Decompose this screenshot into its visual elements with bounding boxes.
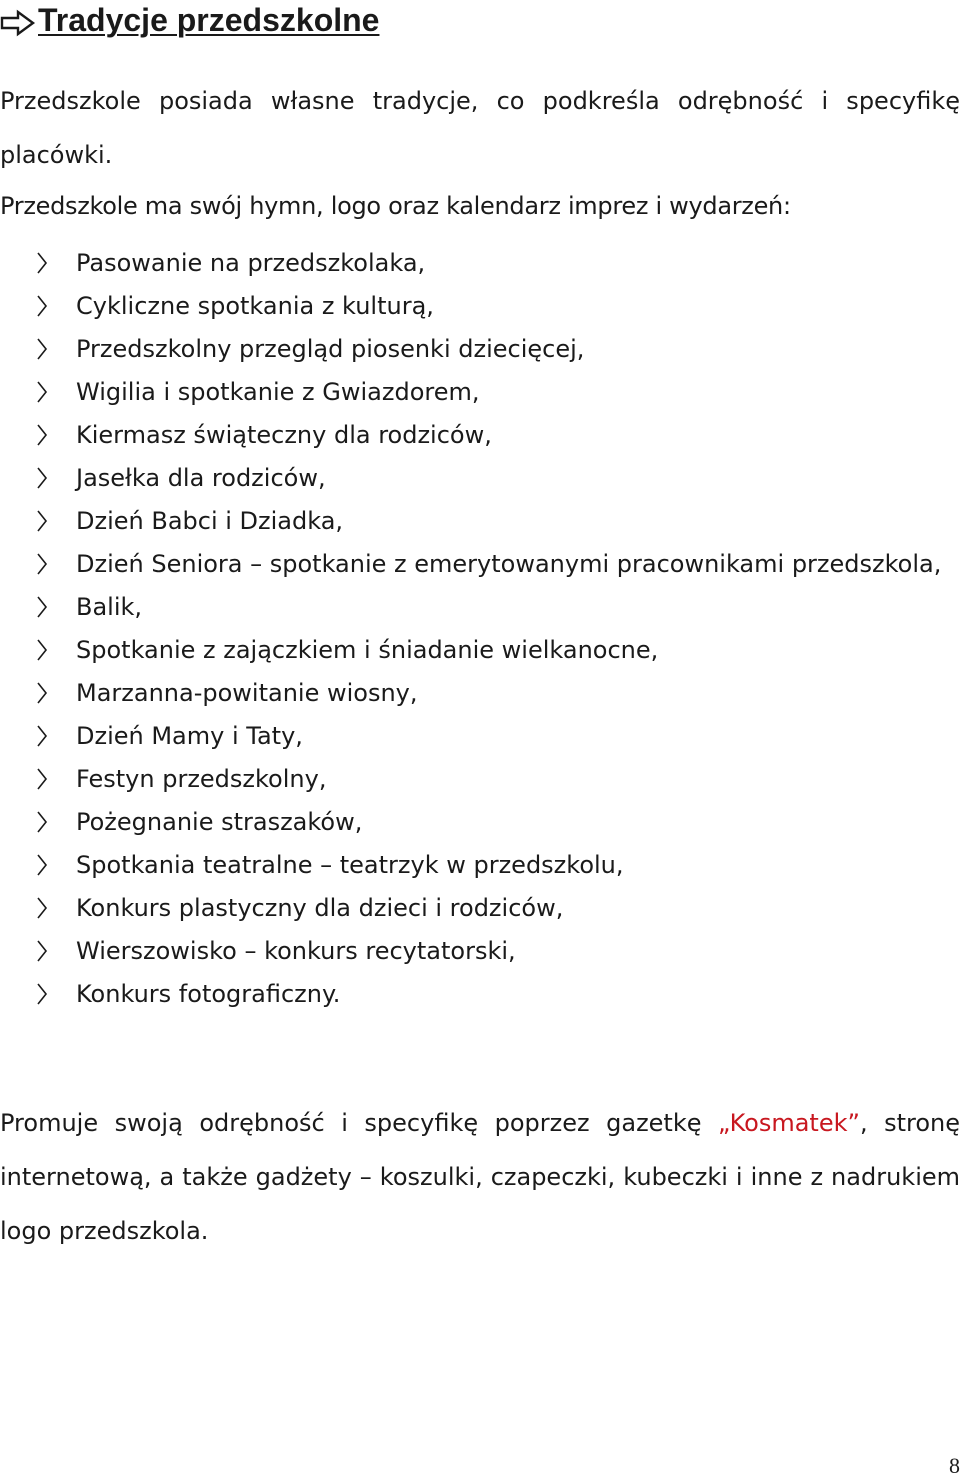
list-item <box>0 586 960 629</box>
closing-paragraph <box>0 1096 960 1258</box>
list-item <box>0 672 960 715</box>
chevron-right-icon <box>32 801 50 844</box>
list-item <box>0 242 960 285</box>
chevron-right-icon <box>32 457 50 500</box>
list-item-label: Jasełka dla rodziców, <box>76 464 326 492</box>
list-item-label: Konkurs plastyczny dla dzieci i rodziców, <box>76 894 564 922</box>
chevron-right-icon <box>32 500 50 543</box>
page-title-text: Tradycje przedszkolne <box>38 2 380 38</box>
list-item-label: Dzień Mamy i Taty, <box>76 722 303 750</box>
list-item-label: Cykliczne spotkania z kulturą, <box>76 292 434 320</box>
list-item <box>0 414 960 457</box>
chevron-right-icon <box>32 242 50 285</box>
list-item <box>0 629 960 672</box>
list-item <box>0 758 960 801</box>
list-item <box>0 543 960 586</box>
list-item-label: Festyn przedszkolny, <box>76 765 327 793</box>
chevron-right-icon <box>32 715 50 758</box>
newsletter-name: „Kosmatek” <box>718 1109 860 1137</box>
list-item <box>0 715 960 758</box>
chevron-right-icon <box>32 285 50 328</box>
list-item-label: Wigilia i spotkanie z Gwiazdorem, <box>76 378 480 406</box>
list-item-label: Dzień Seniora – spotkanie z emerytowanymi pracownikami przedszkola, <box>76 550 942 578</box>
chevron-right-icon <box>32 543 50 586</box>
list-item-label: Konkurs fotograficzny. <box>76 980 341 1008</box>
outline-right-arrow-icon <box>0 6 36 34</box>
chevron-right-icon <box>32 328 50 371</box>
intro-paragraph: Przedszkole posiada własne tradycje, co podkreśla odrębność i specyfikę placówki. <box>0 87 960 169</box>
list-item <box>0 371 960 414</box>
calendar-lead-paragraph: Przedszkole ma swój hymn, logo oraz kalendarz imprez i wydarzeń: <box>0 192 791 220</box>
closing-text-end: , stronę internetową, a także gadżety – koszulki, czapeczki, kubeczki i inne z nadrukiem logo przedszkola. <box>0 1109 960 1245</box>
list-item <box>0 930 960 973</box>
list-item <box>0 801 960 844</box>
list-item-label: Przedszkolny przegląd piosenki dziecięcej, <box>76 335 585 363</box>
list-item <box>0 500 960 543</box>
list-item <box>0 285 960 328</box>
chevron-right-icon <box>32 672 50 715</box>
list-item-label: Wierszowisko – konkurs recytatorski, <box>76 937 516 965</box>
chevron-right-icon <box>32 973 50 1016</box>
chevron-right-icon <box>32 930 50 973</box>
events-list <box>0 242 960 1016</box>
list-item-label: Pasowanie na przedszkolaka, <box>76 249 426 277</box>
list-item-label: Spotkanie z zajączkiem i śniadanie wielkanocne, <box>76 636 659 664</box>
list-item <box>0 328 960 371</box>
list-item <box>0 973 960 1016</box>
list-item-label: Balik, <box>76 593 143 621</box>
chevron-right-icon <box>32 887 50 930</box>
list-item-label: Pożegnanie straszaków, <box>76 808 363 836</box>
chevron-right-icon <box>32 586 50 629</box>
chevron-right-icon <box>32 629 50 672</box>
chevron-right-icon <box>32 844 50 887</box>
list-item <box>0 457 960 500</box>
list-item-label: Kiermasz świąteczny dla rodziców, <box>76 421 492 449</box>
page-title <box>0 0 379 40</box>
list-item <box>0 887 960 930</box>
chevron-right-icon <box>32 414 50 457</box>
list-item-label: Marzanna-powitanie wiosny, <box>76 679 418 707</box>
list-item-label: Dzień Babci i Dziadka, <box>76 507 344 535</box>
page-number: 8 <box>949 1453 960 1478</box>
list-item-label: Spotkania teatralne – teatrzyk w przedszkolu, <box>76 851 624 879</box>
list-item <box>0 844 960 887</box>
chevron-right-icon <box>32 371 50 414</box>
chevron-right-icon <box>32 758 50 801</box>
closing-text-start: Promuje swoją odrębność i specyfikę poprzez gazetkę <box>0 1109 719 1137</box>
